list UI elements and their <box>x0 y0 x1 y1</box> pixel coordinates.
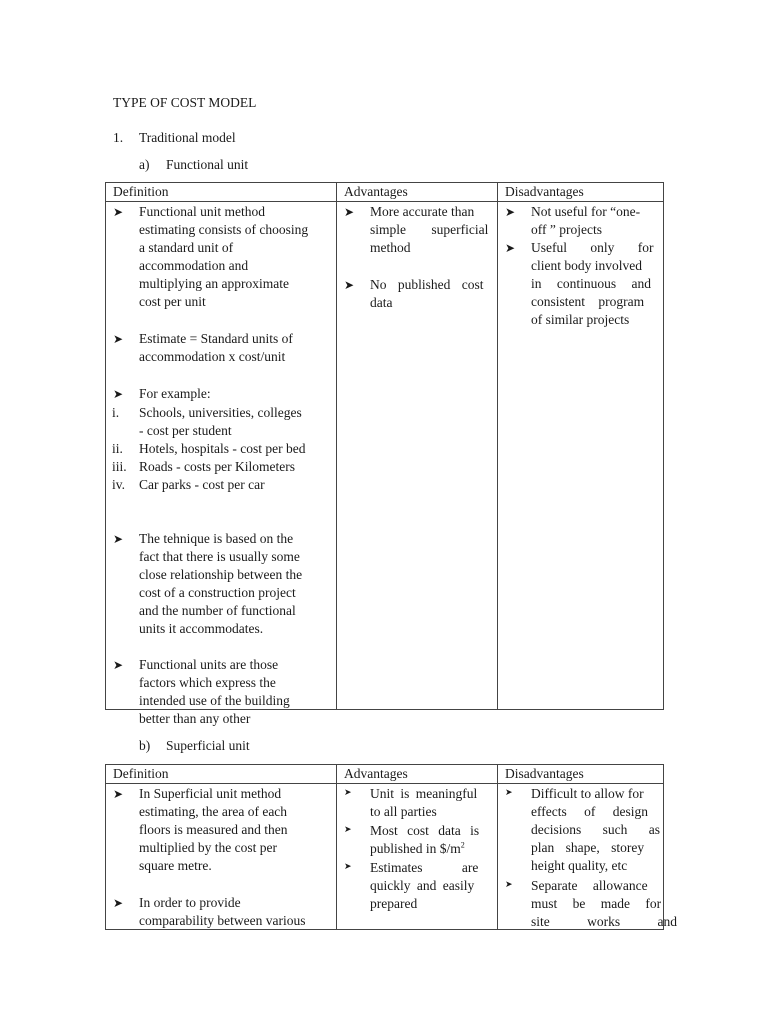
text-line: client body involved <box>531 258 642 273</box>
arrow-bullet-icon: ➤ <box>113 387 124 401</box>
subsection-b-title: Superficial unit <box>166 738 250 753</box>
arrow-bullet-icon: ➤ <box>505 241 516 255</box>
text-line: prepared <box>370 896 418 911</box>
arrow-bullet-icon: ➤ <box>344 205 355 219</box>
table-row <box>106 202 664 710</box>
text-line: off ” projects <box>531 222 602 237</box>
text-line: square metre. <box>139 858 212 873</box>
superscript: 2 <box>460 840 465 850</box>
text-line: consistent program <box>531 294 645 309</box>
text-line <box>370 840 479 858</box>
text-line: - cost per student <box>139 423 232 438</box>
example-list <box>106 404 337 494</box>
table-header-row <box>106 183 664 202</box>
arrow-bullet-icon: ➤ <box>344 278 355 292</box>
text-line: Difficult to allow for <box>531 786 644 801</box>
text-line: decisions such as <box>531 822 660 837</box>
text-line: Separate allowance <box>531 878 648 893</box>
arrow-bullet-icon: ➤ <box>113 532 124 546</box>
text-line: a standard unit of <box>139 240 234 255</box>
text-line: close relationship between the <box>139 567 303 582</box>
header-disadvantages: Disadvantages <box>498 183 664 202</box>
text-line: and the number of functional <box>139 603 296 618</box>
arrow-bullet-icon: ➤ <box>113 658 124 672</box>
text-line: estimating, the area of each <box>139 804 288 819</box>
text-line: factors which express the <box>139 675 276 690</box>
list-item <box>106 440 337 458</box>
table-header-row <box>106 765 664 784</box>
text-line: Functional units are those <box>139 657 279 672</box>
arrow-bullet-icon: ➤ <box>113 205 124 219</box>
text-line: of similar projects <box>531 312 630 327</box>
text-line: cost of a construction project <box>139 585 296 600</box>
table-row <box>106 784 664 930</box>
list-item <box>106 458 337 476</box>
header-advantages: Advantages <box>337 765 498 784</box>
list-item <box>106 404 337 440</box>
text-line: Estimate = Standard units of <box>139 331 293 346</box>
text-span: published in $/m <box>370 841 461 856</box>
small-arrow-bullet-icon: ➤ <box>344 787 352 797</box>
text-span: More accurate than <box>370 204 475 219</box>
text-line: site works and <box>531 914 677 929</box>
text-line: effects of design <box>531 804 648 819</box>
arrow-bullet-icon: ➤ <box>113 787 124 801</box>
advantages-cell <box>337 784 498 930</box>
document-heading: TYPE OF COST MODEL <box>113 95 257 110</box>
text-line: Schools, universities, colleges <box>139 405 302 420</box>
text-line: multiplied by the cost per <box>139 840 277 855</box>
text-line: In Superficial unit method <box>139 786 282 801</box>
header-disadvantages: Disadvantages <box>498 765 664 784</box>
text-line: comparability between various <box>139 913 306 928</box>
text-line: cost per unit <box>139 294 206 309</box>
text-line: Hotels, hospitals - cost per bed <box>139 441 306 456</box>
functional-unit-table <box>105 182 664 726</box>
text-line: Car parks - cost per car <box>139 477 265 492</box>
text-line: simple superficial <box>370 222 489 237</box>
text-line: Functional unit method <box>139 204 265 219</box>
advantages-cell <box>337 202 498 710</box>
subsection-b-label: b) <box>139 738 151 753</box>
text-line: For example: <box>139 386 211 401</box>
arrow-bullet-icon: ➤ <box>113 332 124 346</box>
disadvantages-cell <box>498 784 677 930</box>
text-line: multiplying an approximate <box>139 276 289 291</box>
text-line: floors is measured and then <box>139 822 288 837</box>
text-line <box>370 203 491 221</box>
text-line: Estimates are <box>370 860 479 875</box>
subsection-a-label: a) <box>139 157 150 172</box>
section-title: Traditional model <box>139 130 236 145</box>
text-line: quickly and easily <box>370 878 475 893</box>
text-line: In order to provide <box>139 895 241 910</box>
arrow-bullet-icon: ➤ <box>505 205 516 219</box>
text-line: Unit is meaningful <box>370 786 478 801</box>
superficial-unit-table <box>105 764 677 930</box>
small-arrow-bullet-icon: ➤ <box>505 787 513 797</box>
text-line: data <box>370 295 393 310</box>
text-line: accommodation and <box>139 258 249 273</box>
text-line: to all parties <box>370 804 437 819</box>
subsection-a-title: Functional unit <box>166 157 249 172</box>
text-line: method <box>370 240 411 255</box>
text-line: in continuous and <box>531 276 651 291</box>
list-number: iii. <box>112 459 127 474</box>
text-line: accommodation x cost/unit <box>139 349 286 364</box>
header-definition: Definition <box>106 183 337 202</box>
text-line: The tehnique is based on the <box>139 531 294 546</box>
text-line: fact that there is usually some <box>139 549 300 564</box>
list-number: iv. <box>112 477 125 492</box>
text-line: Not useful for “one- <box>531 204 641 219</box>
text-line: height quality, etc <box>531 858 628 873</box>
small-arrow-bullet-icon: ➤ <box>344 824 352 834</box>
definition-cell <box>106 202 337 726</box>
header-definition: Definition <box>106 765 337 784</box>
text-line: Most cost data is <box>370 823 480 838</box>
text-line: better than any other <box>139 711 251 726</box>
header-advantages: Advantages <box>337 183 498 202</box>
text-line: Roads - costs per Kilometers <box>139 459 295 474</box>
small-arrow-bullet-icon: ➤ <box>344 861 352 871</box>
text-line: must be made for <box>531 896 662 911</box>
list-number: ii. <box>112 441 123 456</box>
text-line: intended use of the building <box>139 693 290 708</box>
list-number: i. <box>112 405 120 420</box>
text-line: No published cost <box>370 277 484 292</box>
section-number: 1. <box>113 130 124 145</box>
definition-cell <box>106 784 337 930</box>
text-line: units it accommodates. <box>139 621 264 636</box>
text-line: estimating consists of choosing <box>139 222 309 237</box>
arrow-bullet-icon: ➤ <box>113 896 124 910</box>
disadvantages-cell <box>498 202 664 710</box>
list-item <box>106 476 337 494</box>
text-line: plan shape, storey <box>531 840 645 855</box>
text-line: Useful only for <box>531 240 654 255</box>
small-arrow-bullet-icon: ➤ <box>505 879 513 889</box>
